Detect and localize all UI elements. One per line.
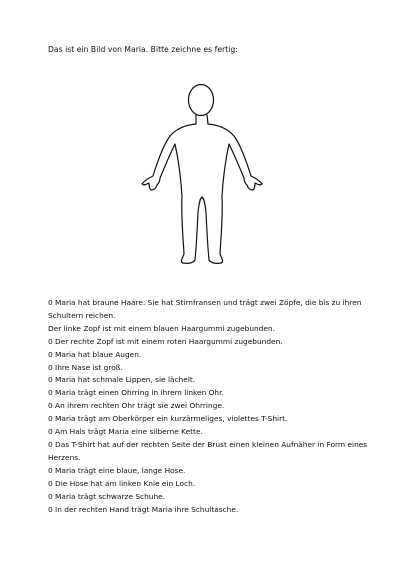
list-item: 0 An ihrem rechten Ohr trägt sie zwei Ohrringe.: [48, 401, 225, 411]
list-item: 0 Maria trägt schwarze Schuhe.: [48, 491, 166, 501]
list-item: 0 Am Hals trägt Maria eine silberne Kette.: [48, 427, 203, 437]
list-item: 0 Maria hat blaue Augen.: [48, 349, 142, 359]
list-item: 0 Der rechte Zopf ist mit einem roten Haargummi zugebunden.: [48, 336, 283, 346]
list-item: 0 Ihre Nase ist groß.: [48, 362, 123, 372]
list-item: 0 Maria trägt am Oberkörper ein kurzärmeliges, violettes T-Shirt.: [48, 414, 288, 424]
intro-text: Das ist ein Bild von Maria. Bitte zeichne es fertig:: [48, 45, 238, 54]
list-item: 0 Maria hat schmale Lippen, sie lächelt.: [48, 375, 196, 385]
list-item: 0 In der rechten Hand trägt Maria ihre Schultasche.: [48, 504, 239, 514]
task-list: [48, 297, 370, 516]
list-item: 0 Maria trägt eine blaue, lange Hose.: [48, 465, 186, 475]
list-item: Der linke Zopf ist mit einem blauen Haargummi zugebunden.: [48, 323, 275, 333]
list-item: 0 Maria hat braune Haare. Sie hat Stirnfransen und trägt zwei Zöpfe, die bis zu ihren Schultern reichen.: [48, 298, 362, 320]
list-item: 0 Die Hose hat am linken Knie ein Loch.: [48, 478, 196, 488]
list-item: 0 Maria trägt einen Ohrring in ihrem linken Ohr.: [48, 388, 224, 398]
human-outline-icon: [140, 84, 264, 269]
list-item: 0 Das T-Shirt hat auf der rechten Seite der Brust einen kleinen Aufnäher in Form eines Herzens.: [48, 439, 368, 462]
